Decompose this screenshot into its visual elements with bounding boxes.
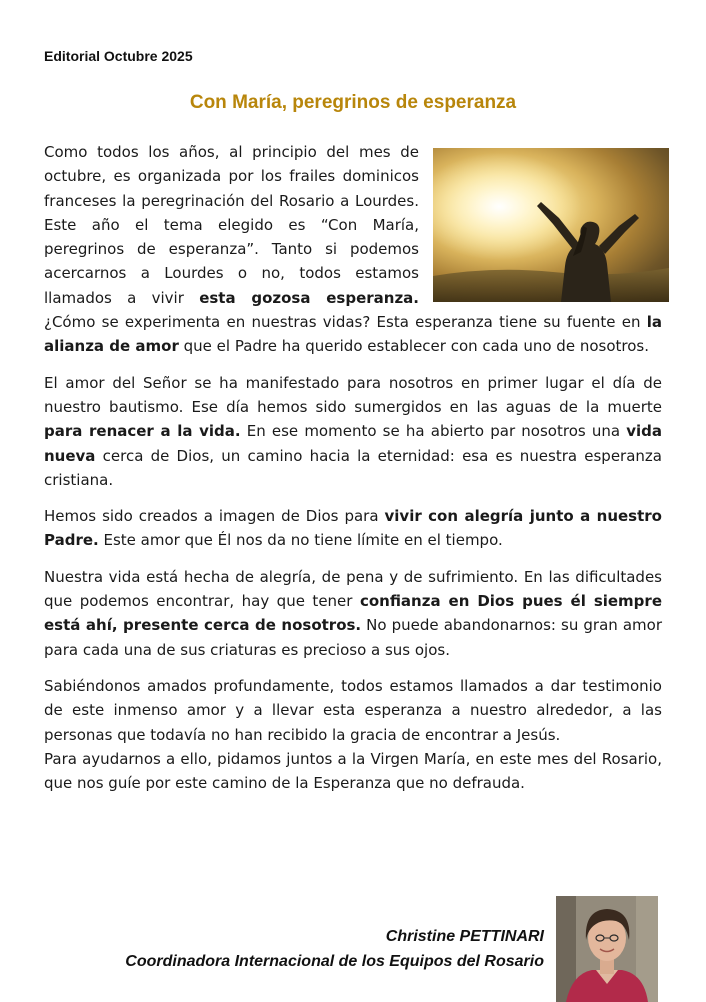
body-text-segment: Nuestra vida está hecha de alegría, de pena y de sufrimiento. En las dificultades que podemos encontrar, hay que tener <box>44 567 662 611</box>
paragraph-3 <box>44 504 662 553</box>
paragraph-5 <box>44 674 662 747</box>
body-text-segment: En ese momento se ha abierto par nosotros una <box>240 422 627 441</box>
sunlight-figure-image <box>433 148 669 302</box>
body-text-segment: No puede abandonarnos: su gran amor para cada una de sus criaturas es precioso a sus ojos. <box>44 616 662 659</box>
body-text-segment: Para ayudarnos a ello, pidamos juntos a la Virgen María, en este mes del Rosario, que nos guíe por este camino de la Esperanza que no defrauda. <box>44 749 662 793</box>
emphasis-text: vivir con alegría junto a nuestro Padre. <box>44 507 662 550</box>
emphasis-text: para renacer a la vida. <box>44 422 241 441</box>
portrait-illustration <box>556 896 658 1002</box>
author-portrait-image <box>556 896 658 1002</box>
body-text-segment: Este amor que Él nos da no tiene límite en el tiempo. <box>98 531 503 550</box>
author-role: Coordinadora Internacional de los Equipos del Rosario <box>125 953 544 970</box>
emphasis-text: esta gozosa esperanza. <box>199 288 419 307</box>
author-name: Christine PETTINARI <box>385 928 544 945</box>
article-body <box>44 140 662 807</box>
body-text-segment: cerca de Dios, un camino hacia la eternidad: esa es nuestra esperanza cristiana. <box>44 446 662 489</box>
person-raising-arms-illustration <box>433 148 669 302</box>
body-text-segment: Como todos los años, al principio del mes de octubre, es organizada por los frailes dominicos franceses la peregrinación del Rosario a Lourdes. Este año el tema elegido es “Con María, peregrinos de esperanza”. Tanto si podemos acercarnos a Lourdes o no, todos estamos llamados a vivir <box>44 143 419 307</box>
emphasis-text: confianza en Dios pues él siempre está ahí, presente cerca de nosotros. <box>44 592 662 635</box>
signature-block <box>125 924 544 974</box>
emphasis-text: la alianza de amor <box>44 313 662 356</box>
emphasis-text: vida nueva <box>44 422 662 465</box>
paragraph-6 <box>44 747 662 796</box>
body-text-segment: Hemos sido creados a imagen de Dios para <box>44 507 385 526</box>
body-text-segment: Sabiéndonos amados profundamente, todos estamos llamados a dar testimonio de este inmenso amor y a llevar esta esperanza a nuestro alrededor, a las personas que todavía no han recibido la gracia de encontrar a Jesús. <box>44 676 662 744</box>
article-title: Con María, peregrinos de esperanza <box>189 92 517 113</box>
paragraph-2 <box>44 371 662 492</box>
body-text-segment: El amor del Señor se ha manifestado para nosotros en primer lugar el día de nuestro bautismo. Ese día hemos sido sumergidos en las aguas de la muerte <box>44 373 662 416</box>
paragraph-4 <box>44 565 662 662</box>
body-text-segment: que el Padre ha querido establecer con cada uno de nosotros. <box>178 337 649 356</box>
body-text-segment: ¿Cómo se experimenta en nuestras vidas? Esta esperanza tiene su fuente en <box>44 313 647 332</box>
editorial-label: Editorial Octubre 2025 <box>44 48 193 64</box>
